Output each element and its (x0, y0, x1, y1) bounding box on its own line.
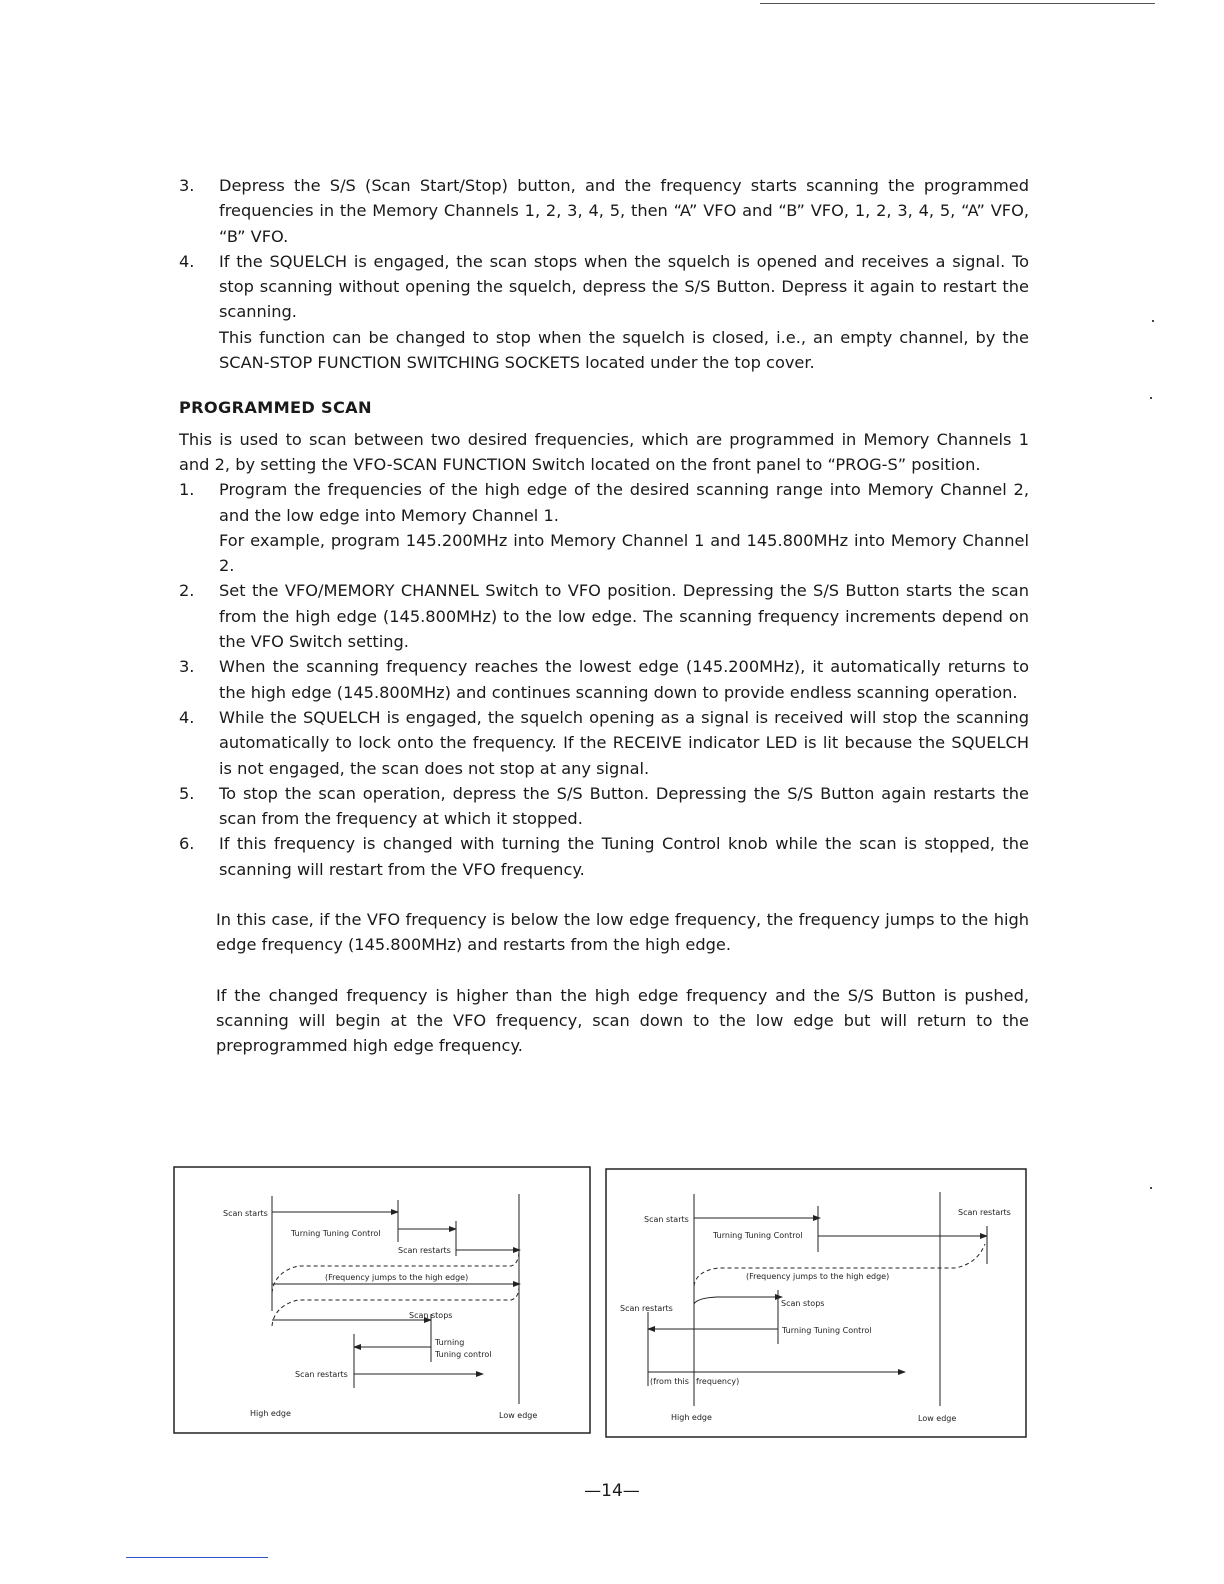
label-frequency: frequency) (696, 1377, 740, 1386)
list-item (179, 477, 1029, 578)
text-body (179, 173, 1029, 1059)
label-scan-stops: Scan stops (781, 1299, 825, 1308)
item-number: 4. (179, 707, 195, 727)
item-text: For example, program 145.200MHz into Memory Channel 1 and 145.800MHz into Memory Channel 2. (219, 530, 1029, 576)
item-number: 4. (179, 251, 195, 271)
list-item (179, 831, 1029, 882)
item-number: 6. (179, 834, 195, 854)
scan-path (694, 1297, 782, 1304)
top-rule (760, 3, 1155, 4)
page-number: —14— (584, 1481, 640, 1501)
label-scan-starts: Scan starts (223, 1209, 268, 1218)
label-low-edge: Low edge (918, 1414, 957, 1423)
jump-path (272, 1250, 519, 1293)
label-scan-starts: Scan starts (644, 1215, 689, 1224)
scan-speck (1150, 1187, 1152, 1189)
item-text: To stop the scan operation, depress the S/S Button. Depressing the S/S Button again restarts the scan from the frequency at which it stopped. (219, 783, 1029, 829)
intro-paragraph: This is used to scan between two desired frequencies, which are programmed in Memory Channels 1 and 2, by setting the VFO-SCAN FUNCTION Switch located on the front panel to “PROG-S” position. (179, 429, 1029, 474)
scan-speck (1152, 320, 1154, 322)
bottom-rule (126, 1557, 268, 1558)
label-scan-stops: Scan stops (409, 1311, 453, 1320)
item-text: Program the frequencies of the high edge of the desired scanning range into Memory Channel 2, and the low edge into Memory Channel 1. (219, 480, 1029, 525)
diagram-frame (174, 1167, 590, 1433)
label-turning: Turning (435, 1338, 465, 1347)
list-item (179, 249, 1029, 375)
list-item (179, 578, 1029, 654)
item-number: 3. (179, 176, 195, 195)
label-jump-note: (Frequency jumps to the high edge) (325, 1273, 469, 1282)
item-text: This function can be changed to stop when the squelch is closed, i.e., an empty channel, by the SCAN-STOP FUNCTION SWITCHING SOCKETS located under the top cover. (219, 327, 1029, 373)
item-number: 5. (179, 783, 195, 803)
label-turning-tuning-control-2: Turning Tuning Control (782, 1326, 872, 1335)
label-scan-restarts-left: Scan restarts (620, 1304, 673, 1313)
diagram-left-svg (173, 1166, 591, 1434)
label-from-this: (from this (650, 1377, 689, 1386)
label-scan-restarts-2: Scan restarts (295, 1370, 348, 1379)
item-text: Depress the S/S (Scan Start/Stop) button, and the frequency starts scanning the programmed frequencies in the Memory Channels 1, 2, 3, 4, 5, then “A” VFO and “B” VFO, 1, 2, 3, 4, 5, “A” VFO, “B” VFO. (219, 176, 1029, 246)
list-item (179, 781, 1029, 832)
item-text: If this frequency is changed with turning the Tuning Control knob while the scan is stopped, the scanning will restart from the VFO frequency. (219, 834, 1029, 879)
item-number: 2. (179, 581, 195, 601)
list-item (179, 654, 1029, 705)
item-number: 3. (179, 657, 195, 677)
case-paragraph-1: In this case, if the VFO frequency is below the low edge frequency, the frequency jumps to the high edge frequency (145.800MHz) and restarts from the high edge. (216, 910, 1029, 955)
scan-diagram-right (605, 1168, 1027, 1438)
label-turning-tuning-control: Turning Tuning Control (713, 1231, 803, 1240)
list-item (179, 173, 1029, 249)
case-paragraph-2: If the changed frequency is higher than the high edge frequency and the S/S Button is pushed, scanning will begin at the VFO frequency, scan down to the low edge but will return to the preprogrammed high edge frequency. (216, 985, 1029, 1056)
label-turning-tuning-control: Turning Tuning Control (291, 1229, 381, 1238)
label-scan-restarts-top: Scan restarts (958, 1208, 1011, 1217)
scan-diagram-left (173, 1166, 591, 1434)
label-jump-note: (Frequency jumps to the high edge) (746, 1272, 890, 1281)
section-heading: PROGRAMMED SCAN (179, 398, 372, 418)
item-text: While the SQUELCH is engaged, the squelch opening as a signal is received will stop the scanning automatically to lock onto the frequency. If the RECEIVE indicator LED is lit because the SQUELCH is not engaged, the scan does not stop at any signal. (219, 707, 1029, 778)
label-scan-restarts: Scan restarts (398, 1246, 451, 1255)
label-low-edge: Low edge (499, 1411, 538, 1420)
list-item (179, 705, 1029, 781)
item-text: When the scanning frequency reaches the lowest edge (145.200MHz), it automatically returns to the high edge (145.800MHz) and continues scanning down to provide endless scanning operation. (219, 657, 1029, 702)
item-number: 1. (179, 480, 195, 500)
item-text: Set the VFO/MEMORY CHANNEL Switch to VFO position. Depressing the S/S Button starts the scan from the high edge (145.800MHz) to the low edge. The scanning frequency increments depend on the VFO Switch setting. (219, 581, 1029, 652)
label-high-edge: High edge (250, 1409, 291, 1418)
scan-steps-list (179, 173, 1029, 375)
programmed-scan-steps (179, 477, 1029, 882)
item-text: If the SQUELCH is engaged, the scan stops when the squelch is opened and receives a signal. To stop scanning without opening the squelch, depress the S/S Button. Depress it again to restart the scanning. (219, 251, 1029, 322)
label-high-edge: High edge (671, 1413, 712, 1422)
diagram-right-svg (605, 1168, 1027, 1438)
scan-speck (1150, 397, 1152, 399)
label-tuning-control: Tuning control (435, 1350, 492, 1359)
